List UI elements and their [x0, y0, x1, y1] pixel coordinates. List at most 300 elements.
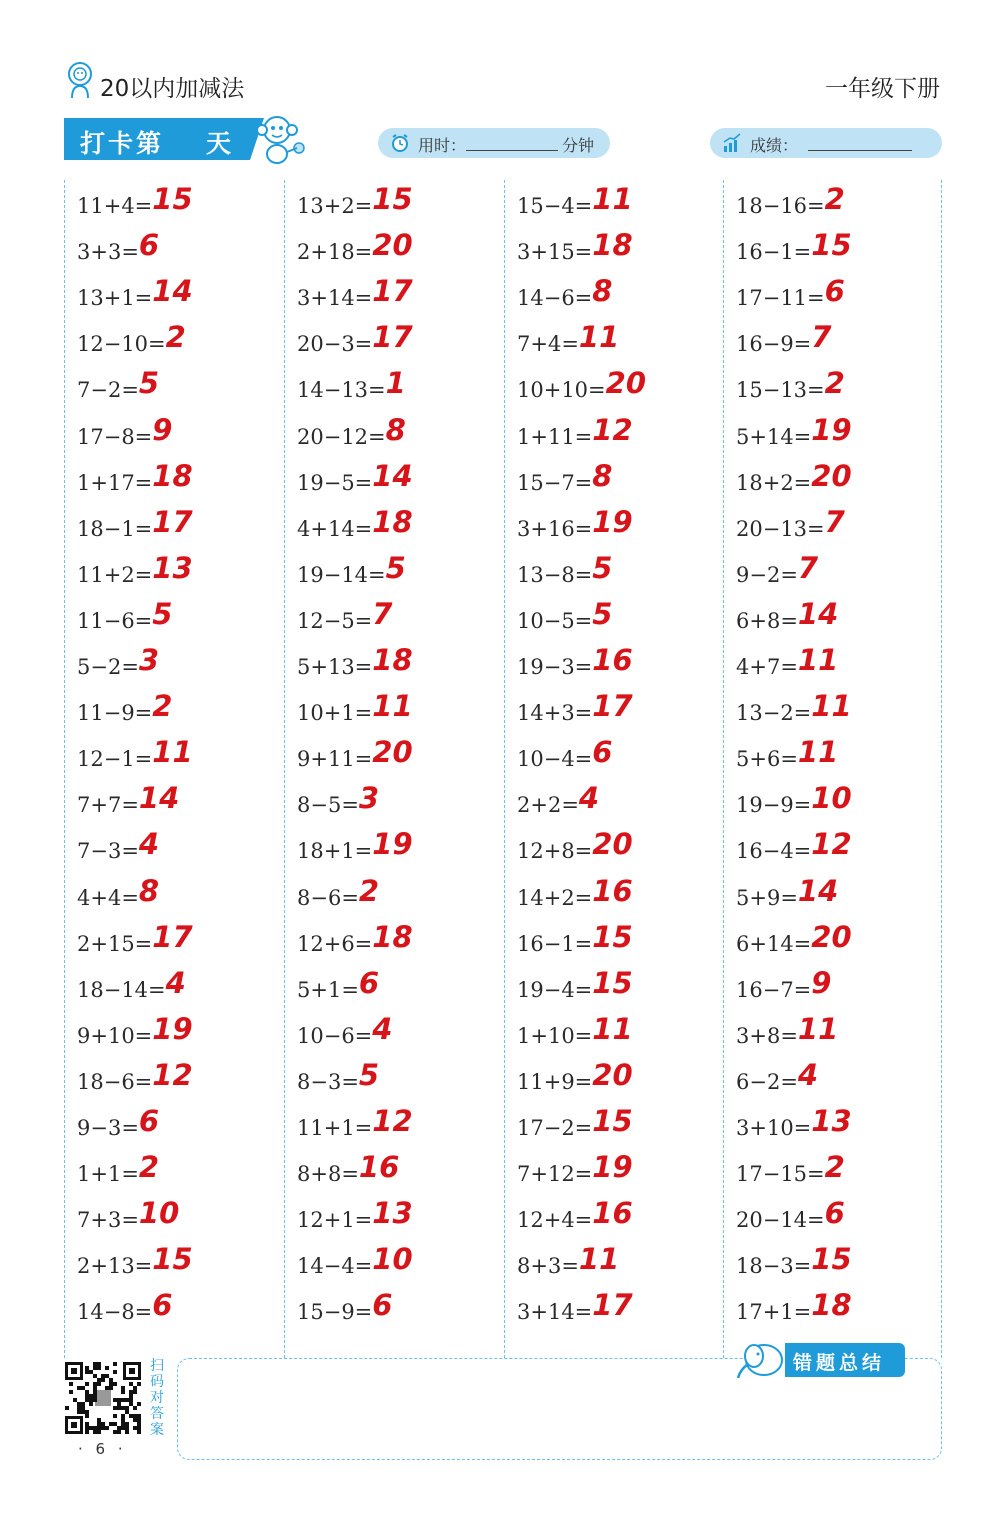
exercise-row	[77, 733, 193, 779]
exercise-row	[77, 364, 159, 410]
exercise-row	[736, 964, 831, 1010]
exercise-row	[297, 687, 413, 733]
equation: 10−5=	[517, 608, 593, 633]
exercise-row	[517, 503, 633, 549]
handwritten-answer[interactable]: 7	[797, 550, 819, 585]
equation: 16−4=	[736, 839, 812, 864]
equation: 5+9=	[736, 885, 798, 910]
exercise-row	[77, 1010, 193, 1056]
exercise-row	[77, 964, 186, 1010]
exercise-row	[297, 411, 406, 457]
exercise-row	[297, 1148, 399, 1194]
handwritten-answer[interactable]: 19	[592, 504, 633, 539]
handwritten-answer[interactable]: 11	[592, 182, 633, 216]
handwritten-answer[interactable]: 15	[592, 1104, 633, 1138]
equation: 3+14=	[297, 286, 373, 311]
equation: 14−4=	[297, 1254, 373, 1279]
exercise-row	[77, 180, 193, 226]
equation: 4+14=	[297, 516, 373, 541]
handwritten-answer[interactable]: 2	[824, 1150, 845, 1185]
equation: 5+14=	[736, 424, 812, 449]
exercise-row	[736, 872, 838, 918]
equation: 17−8=	[77, 424, 153, 449]
handwritten-answer[interactable]: 5	[592, 550, 613, 585]
handwritten-answer[interactable]: 2	[824, 182, 845, 216]
time-unit: 分钟	[562, 136, 595, 155]
handwritten-answer[interactable]: 6	[358, 965, 380, 1000]
mistake-summary-tab	[785, 1343, 905, 1377]
time-input-line[interactable]	[466, 150, 558, 151]
equation: 16−1=	[736, 240, 812, 265]
handwritten-answer[interactable]: 15	[811, 228, 852, 263]
checkin-prefix: 打卡第	[80, 129, 165, 158]
handwritten-answer[interactable]: 4	[578, 781, 600, 816]
exercise-row	[77, 1194, 179, 1240]
exercise-row	[736, 641, 838, 687]
equation: 9+10=	[77, 1023, 153, 1048]
equation: 2+2=	[517, 793, 579, 818]
handwritten-answer[interactable]: 20	[605, 366, 646, 401]
equation: 3+8=	[736, 1023, 798, 1048]
handwritten-answer[interactable]: 17	[592, 1288, 633, 1323]
handwritten-answer[interactable]: 4	[797, 1057, 819, 1092]
handwritten-answer[interactable]: 16	[592, 873, 633, 908]
exercise-row	[297, 457, 413, 503]
equation: 10−6=	[297, 1023, 373, 1048]
equation: 7−3=	[77, 839, 139, 864]
bar-chart-icon	[722, 133, 742, 153]
equation: 18−14=	[77, 977, 166, 1002]
exercise-row	[297, 825, 413, 871]
handwritten-answer[interactable]: 15	[811, 1242, 852, 1277]
handwritten-answer[interactable]: 19	[592, 1150, 633, 1185]
monkey-icon	[253, 112, 311, 166]
mistake-summary-label: 错题总结	[793, 1352, 886, 1374]
exercise-row	[77, 272, 193, 318]
handwritten-answer[interactable]: 17	[372, 274, 413, 309]
elephant-icon	[732, 1338, 788, 1382]
handwritten-answer[interactable]: 8	[138, 873, 160, 908]
handwritten-answer[interactable]: 6	[138, 1104, 160, 1138]
equation: 5+6=	[736, 747, 798, 772]
exercise-row	[517, 411, 633, 457]
equation: 19−14=	[297, 562, 386, 587]
exercise-row	[517, 318, 619, 364]
handwritten-answer[interactable]: 15	[592, 919, 633, 954]
handwritten-answer[interactable]: 6	[592, 735, 613, 770]
exercise-row	[77, 457, 193, 503]
score-label: 成绩：	[750, 136, 799, 155]
equation: 15−13=	[736, 378, 825, 403]
score-input-line[interactable]	[808, 150, 912, 151]
handwritten-answer[interactable]: 18	[152, 458, 193, 493]
handwritten-answer[interactable]: 19	[372, 827, 413, 862]
exercise-row	[77, 1056, 193, 1102]
equation: 19−3=	[517, 655, 593, 679]
checkin-suffix: 天	[206, 129, 232, 158]
handwritten-answer[interactable]: 10	[372, 1242, 413, 1277]
equation: 15−7=	[517, 470, 593, 495]
handwritten-answer[interactable]: 20	[811, 458, 852, 493]
handwritten-answer[interactable]: 11	[797, 1011, 839, 1046]
book-title: 20以内加减法	[100, 76, 245, 102]
equation: 6−2=	[736, 1069, 798, 1094]
equation: 12−5=	[297, 608, 373, 633]
equation: 13−2=	[736, 701, 812, 726]
exercise-row	[77, 503, 193, 549]
equation: 16−1=	[517, 931, 593, 956]
handwritten-answer[interactable]: 11	[797, 735, 839, 770]
time-field	[378, 128, 610, 158]
handwritten-answer[interactable]: 4	[138, 827, 160, 862]
handwritten-answer[interactable]: 12	[592, 412, 633, 447]
handwritten-answer[interactable]: 14	[797, 873, 839, 908]
exercise-row	[736, 549, 818, 595]
handwritten-answer[interactable]: 15	[152, 182, 193, 216]
exercise-grid	[64, 180, 944, 1358]
exercise-row	[77, 595, 172, 641]
exercise-row	[297, 272, 413, 318]
handwritten-answer[interactable]: 13	[152, 550, 193, 585]
exercise-row	[736, 779, 852, 825]
exercise-row	[297, 503, 413, 549]
equation: 15−9=	[297, 1300, 373, 1325]
handwritten-answer[interactable]: 20	[811, 919, 852, 954]
equation: 12−10=	[77, 332, 166, 357]
exercise-row	[77, 1102, 159, 1148]
exercise-row	[77, 411, 172, 457]
exercise-row	[736, 1240, 852, 1286]
exercise-row	[297, 226, 413, 272]
column-divider	[941, 180, 942, 1358]
equation: 20−14=	[736, 1208, 825, 1233]
exercise-row	[297, 364, 406, 410]
handwritten-answer[interactable]: 9	[152, 412, 173, 447]
exercise-row	[517, 595, 612, 641]
handwritten-answer[interactable]: 16	[358, 1150, 400, 1185]
equation: 17−2=	[517, 1116, 593, 1140]
equation: 19−9=	[736, 793, 812, 818]
exercise-row	[297, 779, 379, 825]
handwritten-answer[interactable]: 11	[797, 643, 839, 677]
equation: 7−2=	[77, 378, 139, 403]
alarm-clock-icon	[390, 133, 410, 153]
exercise-row	[77, 825, 159, 871]
equation: 9+11=	[297, 747, 373, 772]
grade-label: 一年级下册	[825, 76, 940, 102]
equation: 12+6=	[297, 931, 373, 956]
exercise-row	[736, 1010, 838, 1056]
equation: 5+13=	[297, 655, 373, 679]
exercise-row	[517, 549, 612, 595]
equation: 10+10=	[517, 378, 606, 403]
equation: 8+8=	[297, 1162, 359, 1187]
handwritten-answer[interactable]: 5	[592, 596, 613, 631]
handwritten-answer[interactable]: 20	[372, 735, 413, 770]
equation: 14+3=	[517, 701, 593, 726]
handwritten-answer[interactable]: 2	[165, 320, 186, 355]
exercise-row	[77, 318, 186, 364]
equation: 1+11=	[517, 424, 593, 449]
equation: 3+3=	[77, 240, 139, 265]
exercise-row	[77, 872, 159, 918]
exercise-row	[517, 1194, 633, 1240]
column-divider	[64, 180, 65, 1358]
exercise-row	[517, 918, 633, 964]
equation: 14−8=	[77, 1300, 153, 1325]
equation: 2+18=	[297, 240, 373, 265]
handwritten-answer[interactable]: 5	[385, 550, 406, 585]
handwritten-answer[interactable]: 20	[372, 228, 413, 263]
equation: 11+1=	[297, 1116, 373, 1140]
handwritten-answer[interactable]: 11	[811, 689, 852, 724]
exercise-row	[297, 595, 392, 641]
handwritten-answer[interactable]: 18	[811, 1288, 852, 1323]
equation: 18+1=	[297, 839, 373, 864]
handwritten-answer[interactable]: 19	[811, 412, 852, 447]
equation: 11−6=	[77, 608, 153, 633]
exercise-row	[297, 872, 379, 918]
equation: 12−1=	[77, 747, 153, 772]
handwritten-answer[interactable]: 14	[152, 274, 193, 309]
page-header	[64, 58, 940, 108]
exercise-row	[736, 1286, 852, 1332]
handwritten-answer[interactable]: 7	[824, 504, 845, 539]
exercise-row	[77, 779, 179, 825]
handwritten-answer[interactable]: 15	[372, 182, 413, 216]
equation: 6+8=	[736, 608, 798, 633]
handwritten-answer[interactable]: 5	[152, 596, 173, 631]
exercise-row	[736, 226, 852, 272]
equation: 9−2=	[736, 562, 798, 587]
handwritten-answer[interactable]: 1	[385, 366, 406, 401]
exercise-row	[517, 687, 633, 733]
handwritten-answer[interactable]: 5	[358, 1057, 380, 1092]
exercise-row	[297, 1010, 392, 1056]
column-divider	[504, 180, 505, 1358]
handwritten-answer[interactable]: 2	[138, 1150, 160, 1185]
handwritten-answer[interactable]: 17	[592, 689, 633, 724]
equation: 14−13=	[297, 378, 386, 403]
handwritten-answer[interactable]: 6	[824, 1196, 845, 1231]
equation: 11+2=	[77, 562, 153, 587]
handwritten-answer[interactable]: 17	[152, 919, 193, 954]
lion-icon	[64, 60, 96, 100]
handwritten-answer[interactable]: 18	[592, 228, 633, 263]
equation: 1+17=	[77, 470, 153, 495]
exercise-row	[297, 1056, 379, 1102]
equation: 16−7=	[736, 977, 812, 1002]
handwritten-answer[interactable]: 7	[372, 596, 393, 631]
handwritten-answer[interactable]: 14	[797, 596, 839, 631]
exercise-row	[736, 1102, 852, 1148]
exercise-row	[297, 1240, 413, 1286]
handwritten-answer[interactable]: 15	[592, 965, 633, 1000]
handwritten-answer[interactable]: 8	[385, 412, 406, 447]
equation: 8−3=	[297, 1069, 359, 1094]
equation: 2+13=	[77, 1254, 153, 1279]
equation: 7+12=	[517, 1162, 593, 1187]
handwritten-answer[interactable]: 12	[372, 1104, 413, 1138]
exercise-row	[736, 503, 845, 549]
handwritten-answer[interactable]: 7	[811, 320, 832, 355]
equation: 12+1=	[297, 1208, 373, 1233]
equation: 7+4=	[517, 332, 579, 357]
exercise-row	[77, 641, 159, 687]
exercise-row	[517, 733, 612, 779]
exercise-row	[297, 733, 413, 779]
handwritten-answer[interactable]: 2	[824, 366, 845, 401]
column-divider	[723, 180, 724, 1358]
handwritten-answer[interactable]: 13	[372, 1196, 413, 1231]
exercise-row	[517, 272, 612, 318]
equation: 13+2=	[297, 194, 373, 218]
equation: 8−6=	[297, 885, 359, 910]
qr-code-icon[interactable]	[63, 1360, 143, 1436]
exercise-row	[297, 318, 413, 364]
handwritten-answer[interactable]: 12	[152, 1057, 193, 1092]
handwritten-answer[interactable]: 20	[592, 1057, 633, 1092]
equation: 10−4=	[517, 747, 593, 772]
exercise-row	[736, 411, 852, 457]
equation: 17+1=	[736, 1300, 812, 1325]
exercise-row	[297, 180, 413, 226]
handwritten-answer[interactable]: 8	[592, 274, 613, 309]
equation: 16−9=	[736, 332, 812, 357]
exercise-row	[517, 779, 599, 825]
exercise-row	[297, 549, 406, 595]
exercise-row	[736, 318, 831, 364]
handwritten-answer[interactable]: 11	[592, 1011, 633, 1046]
handwritten-answer[interactable]: 20	[592, 827, 633, 862]
exercise-row	[77, 1286, 172, 1332]
handwritten-answer[interactable]: 2	[358, 873, 380, 908]
equation: 11+4=	[77, 194, 153, 218]
page-number: · 6 ·	[78, 1440, 127, 1458]
equation: 3+15=	[517, 240, 593, 265]
exercise-row	[77, 226, 159, 272]
equation: 14+2=	[517, 885, 593, 910]
equation: 1+10=	[517, 1023, 593, 1048]
exercise-row	[517, 1148, 633, 1194]
exercise-row	[736, 272, 845, 318]
handwritten-answer[interactable]: 3	[138, 643, 160, 677]
exercise-row	[736, 364, 845, 410]
exercise-row	[736, 825, 852, 871]
equation: 8−5=	[297, 793, 359, 818]
score-field	[710, 128, 942, 158]
handwritten-answer[interactable]: 11	[578, 320, 620, 355]
exercise-row	[517, 1102, 633, 1148]
handwritten-answer[interactable]: 4	[372, 1011, 393, 1046]
equation: 18−6=	[77, 1069, 153, 1094]
handwritten-answer[interactable]: 6	[138, 228, 160, 263]
handwritten-answer[interactable]: 18	[372, 919, 413, 954]
equation: 2+15=	[77, 931, 153, 956]
exercise-row	[736, 180, 845, 226]
equation: 19−5=	[297, 470, 373, 495]
equation: 20−3=	[297, 332, 373, 357]
exercise-row	[517, 364, 646, 410]
handwritten-answer[interactable]: 6	[824, 274, 845, 309]
equation: 18−16=	[736, 194, 825, 218]
handwritten-answer[interactable]: 8	[592, 458, 613, 493]
exercise-row	[517, 226, 633, 272]
exercise-row	[517, 825, 633, 871]
equation: 3+14=	[517, 1300, 593, 1325]
handwritten-answer[interactable]: 17	[152, 504, 193, 539]
equation: 13+1=	[77, 286, 153, 311]
exercise-row	[517, 1240, 619, 1286]
handwritten-answer[interactable]: 12	[811, 827, 852, 862]
equation: 20−12=	[297, 424, 386, 449]
handwritten-answer[interactable]: 3	[358, 781, 380, 816]
handwritten-answer[interactable]: 2	[152, 689, 173, 724]
exercise-row	[297, 641, 413, 687]
handwritten-answer[interactable]: 18	[372, 643, 413, 677]
handwritten-answer[interactable]: 4	[165, 965, 186, 1000]
equation: 5−2=	[77, 655, 139, 679]
exercise-row	[297, 1102, 413, 1148]
exercise-row	[517, 964, 633, 1010]
exercise-row	[77, 918, 193, 964]
handwritten-answer[interactable]: 16	[592, 643, 633, 677]
handwritten-answer[interactable]: 19	[152, 1011, 193, 1046]
equation: 1+1=	[77, 1162, 139, 1187]
handwritten-answer[interactable]: 10	[811, 781, 852, 816]
exercise-row	[736, 1056, 818, 1102]
exercise-row	[297, 964, 379, 1010]
exercise-row	[517, 180, 633, 226]
handwritten-answer[interactable]: 14	[138, 781, 180, 816]
exercise-row	[517, 872, 633, 918]
handwritten-answer[interactable]: 16	[592, 1196, 633, 1231]
equation: 15−4=	[517, 194, 593, 218]
handwritten-answer[interactable]: 15	[152, 1242, 193, 1277]
handwritten-answer[interactable]: 6	[372, 1288, 393, 1323]
equation: 7+7=	[77, 793, 139, 818]
handwritten-answer[interactable]: 9	[811, 965, 832, 1000]
checkin-banner	[64, 118, 250, 160]
exercise-row	[297, 918, 413, 964]
equation: 14−6=	[517, 286, 593, 311]
equation: 18−3=	[736, 1254, 812, 1279]
equation: 6+14=	[736, 931, 812, 956]
exercise-row	[736, 457, 852, 503]
handwritten-answer[interactable]: 18	[372, 504, 413, 539]
exercise-row	[517, 457, 612, 503]
equation: 19−4=	[517, 977, 593, 1002]
exercise-row	[297, 1286, 392, 1332]
equation: 3+16=	[517, 516, 593, 541]
equation: 12+8=	[517, 839, 593, 864]
handwritten-answer[interactable]: 5	[138, 366, 160, 401]
handwritten-answer[interactable]: 13	[811, 1104, 852, 1138]
handwritten-answer[interactable]: 17	[372, 320, 413, 355]
handwritten-answer[interactable]: 11	[152, 735, 193, 770]
handwritten-answer[interactable]: 6	[152, 1288, 173, 1323]
handwritten-answer[interactable]: 11	[578, 1242, 620, 1277]
equation: 20−13=	[736, 516, 825, 541]
exercise-row	[736, 1194, 845, 1240]
exercise-row	[517, 1286, 633, 1332]
equation: 18+2=	[736, 470, 812, 495]
handwritten-answer[interactable]: 14	[372, 458, 413, 493]
handwritten-answer[interactable]: 11	[372, 689, 413, 724]
handwritten-answer[interactable]: 10	[138, 1196, 180, 1231]
equation: 9−3=	[77, 1116, 139, 1140]
exercise-row	[77, 1148, 159, 1194]
